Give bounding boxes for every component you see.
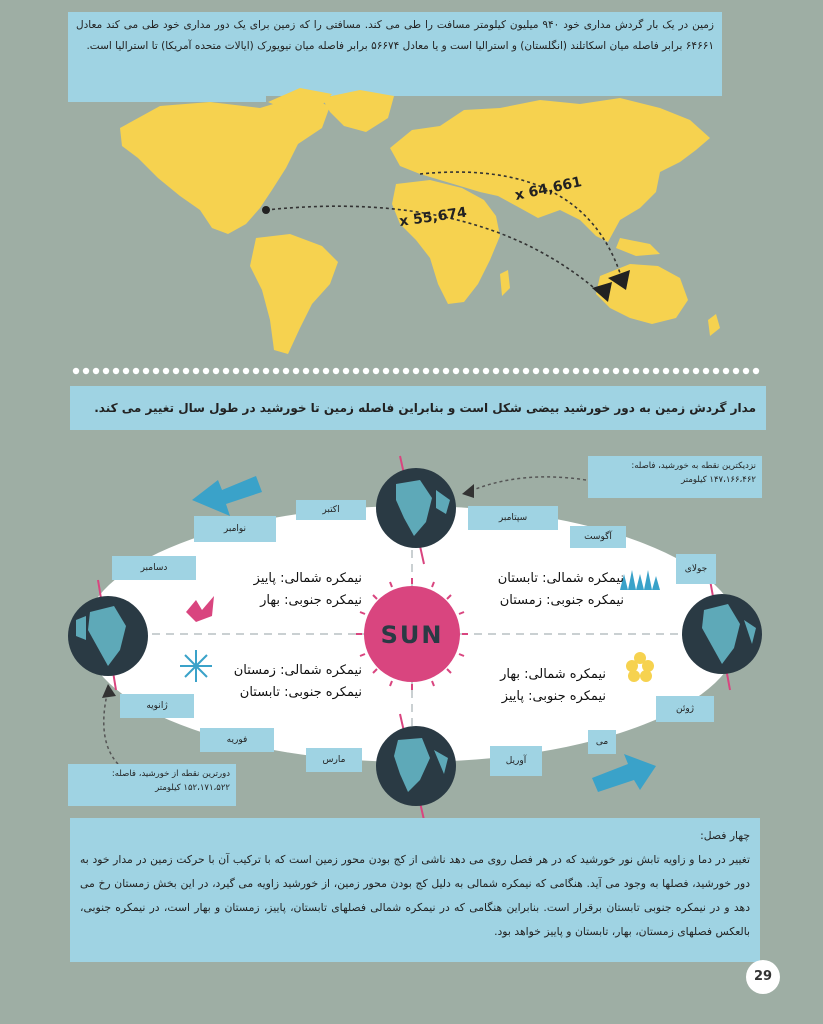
quadrant-bottom-right-line2: نیمکره جنوبی: پاییز — [501, 689, 606, 704]
month-label-september: سپتامبر — [468, 506, 558, 530]
four-seasons-paragraph: تغییر در دما و زاویه تابش نور خورشید که در هر فصل روی می دهد ناشی از کج بودن محور زمین است که با ترکیب آن با حرکت زمین در مدار خود به دور خورشید، فصلها به وجود می آید. هنگامی که نیمکره شمالی به دلیل کج بودن محور زمین، از خورشید زاویه می گیرد، در این بخش زمستان رخ می دهد و در نیمکره جنوبی تابستان برقرار است. بنابراین هنگامی که در نیمکره شمالی فصلهای تابستان، پاییز، زمستان و بهار است، در نیمکره جنوبی، بالعکس فصلهای زمستان، بهار، تابستان و پاییز خواهد بود. — [80, 853, 750, 938]
farthest-point-note-line1: دورترین نقطه از خورشید، فاصله: — [111, 769, 230, 779]
month-label-august: آگوست — [570, 526, 626, 548]
new-york-dot — [262, 206, 270, 214]
sun-label: SUN — [380, 621, 444, 649]
month-label-december: دسامبر — [112, 556, 196, 580]
month-label-april: آوریل — [490, 746, 542, 776]
quadrant-top-right-line1: نیمکره شمالی: تابستان — [497, 571, 624, 586]
month-label-november: نوامبر — [194, 516, 276, 542]
quadrant-top-right-line2: نیمکره جنوبی: زمستان — [499, 593, 624, 608]
route1-label: x 64,661 — [513, 174, 584, 204]
quadrant-bottom-right-line1: نیمکره شمالی: بهار — [500, 667, 606, 682]
farthest-point-note — [68, 764, 236, 806]
month-label-june: ژوئن — [656, 696, 714, 722]
quadrant-top-right — [478, 568, 624, 612]
farthest-point-note-line2: ۱۵۲،۱۷۱،۵۲۲ کیلومتر — [155, 783, 230, 793]
quadrant-top-left-line1: نیمکره شمالی: پاییز — [253, 571, 362, 586]
route2-label: x 55,674 — [398, 204, 468, 230]
month-label-july: جولای — [676, 554, 716, 584]
dotted-divider — [72, 366, 766, 376]
orbit-sentence: مدار گردش زمین به دور خورشید بیضی شکل است و بنابراین فاصله زمین تا خورشید در طول سال تغییر می کند. — [70, 386, 766, 430]
quadrant-bottom-left-line1: نیمکره شمالی: زمستان — [233, 663, 362, 678]
quadrant-bottom-left-line2: نیمکره جنوبی: تابستان — [239, 685, 362, 700]
nearest-point-note — [588, 456, 762, 498]
four-seasons-title: چهار فصل: — [700, 829, 750, 842]
quadrant-top-left — [232, 568, 362, 612]
quadrant-bottom-right — [486, 664, 606, 708]
month-label-october: اکتبر — [296, 500, 366, 520]
month-label-may: می — [588, 730, 616, 754]
nearest-point-note-line1: نزدیکترین نقطه به خورشید، فاصله: — [631, 461, 756, 471]
nearest-pointer — [468, 477, 586, 492]
month-label-january: ژانویه — [120, 694, 194, 718]
four-seasons-box — [70, 818, 760, 962]
page-number: 29 — [746, 960, 780, 994]
direction-arrow-top-left — [192, 476, 262, 516]
month-label-february: فوریه — [200, 728, 274, 752]
quadrant-bottom-left — [222, 660, 362, 704]
direction-arrow-bottom-right — [592, 754, 656, 792]
farthest-pointer — [104, 690, 118, 764]
world-map — [60, 88, 760, 363]
intro-paragraph: زمین در یک بار گردش مداری خود ۹۴۰ میلیون کیلومتر مسافت را طی می کند. مسافتی را که زمین برای یک دور مداری خود طی می کند معادل ۶۴۶۶۱ برابر فاصله میان اسکاتلند (انگلستان) و استرالیا است و یا معادل ۵۶۶۷۴ برابر فاصله میان نیویورک (ایالات متحده آمریکا) تا استرالیا است. — [68, 12, 722, 96]
month-label-march: مارس — [306, 748, 362, 772]
quadrant-top-left-line2: نیمکره جنوبی: بهار — [260, 593, 362, 608]
nearest-point-note-line2: ۱۴۷،۱۶۶،۴۶۲ کیلومتر — [681, 475, 756, 485]
